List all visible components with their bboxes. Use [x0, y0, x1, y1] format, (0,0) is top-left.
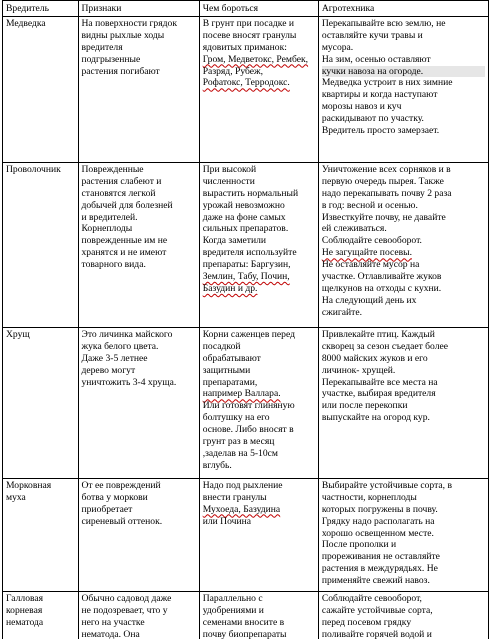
cell-line: вредителя: [81, 41, 123, 53]
header-cell-agrotechnics: Агротехника: [318, 1, 488, 17]
cell-line: сиреневый оттенок.: [81, 515, 163, 527]
table-row: [3, 327, 489, 478]
cell-line: Обычно садовод даже: [81, 592, 172, 604]
cell-line: урожай невозможно: [202, 199, 285, 211]
agrotechnics-cell: [318, 162, 488, 327]
cell-line: 8000 майских жуков и его: [321, 352, 428, 364]
cell-line: квартиры и когда наступают: [321, 89, 438, 101]
cell-line: Поврежденные: [81, 163, 144, 175]
header-cell-pest: Вредитель: [3, 1, 79, 17]
cell-line: даже на фоне самых: [202, 211, 286, 223]
cell-line: Грядку надо располагать на: [321, 515, 435, 527]
agrotechnics-cell: [318, 16, 488, 162]
cell-line: препаратами,: [202, 376, 258, 388]
cell-line: обрабатывают: [202, 352, 261, 364]
cell-line: Мухоеда, Базудина: [202, 503, 281, 515]
cell-line: нематода: [6, 616, 44, 628]
cell-line: Корнеплоды: [81, 223, 133, 235]
cell-line: дерево могут: [81, 364, 136, 376]
cell-line: участке. Отлавливайте жуков: [321, 271, 442, 283]
cell-line: В грунт при посадке и: [202, 17, 295, 29]
cell-line: вредителя используйте: [202, 247, 297, 259]
cell-line: щелкунов на отходы с кухни.: [321, 282, 442, 294]
cell-line: нематода. Она: [81, 628, 140, 639]
control-cell: [199, 16, 318, 162]
cell-line: численности: [202, 175, 255, 187]
cell-line: растения погибают: [81, 65, 160, 77]
cell-line: ,заделав на 5-10см: [202, 447, 278, 459]
cell-line: На поверхности грядок: [81, 17, 177, 29]
cell-line: уничтожить 3-4 хруща.: [81, 376, 177, 388]
cell-line: удобрениями и: [202, 604, 264, 616]
cell-line: Это личинка майского: [81, 328, 173, 340]
cell-line: Базудин и др.: [202, 282, 258, 294]
table-row: [3, 16, 489, 162]
cell-line: не подозревает, что у: [81, 604, 168, 616]
cell-line: Перекапывайте всю землю, не: [321, 17, 446, 29]
cell-line: грунт раз в месяц: [202, 436, 275, 448]
cell-line: Или готовят глиняную: [202, 400, 295, 412]
cell-line: частности, корнеплоды: [321, 491, 417, 503]
cell-line: почву биопрепараты: [202, 628, 287, 639]
cell-line: и вредителей.: [81, 211, 138, 223]
cell-line: Уничтожение всех сорняков и в: [321, 163, 451, 175]
cell-line: участке, выбирая вредителя: [321, 388, 436, 400]
cell-line: посеве вносят гранулы: [202, 29, 297, 41]
cell-line: Привлекайте птиц. Каждый: [321, 328, 435, 340]
pest-name-cell: [3, 162, 79, 327]
pest-name-cell: [3, 327, 79, 478]
cell-line: применяйте свежий навоз.: [321, 575, 430, 587]
pest-name-cell: [3, 478, 79, 591]
cell-line: Параллельно с: [202, 592, 263, 604]
cell-line: Не оставляйте мусор на: [321, 259, 420, 271]
agrotechnics-cell: [318, 327, 488, 478]
cell-line: Даже 3-5 летнее: [81, 352, 148, 364]
cell-line: ядовитых приманок:: [202, 41, 287, 53]
cell-line: жука белого цвета.: [81, 340, 159, 352]
cell-line: подгрызенные: [81, 53, 141, 65]
cell-line: например Валлара.: [202, 388, 281, 400]
signs-cell: [78, 591, 199, 639]
cell-line: Выбирайте устойчивые сорта, в: [321, 479, 452, 491]
cell-line: которых погружены в почву.: [321, 503, 438, 515]
cell-line: посадкой: [202, 340, 241, 352]
table-row: [3, 162, 489, 327]
signs-cell: [78, 327, 199, 478]
cell-line: поврежденные им не: [81, 235, 168, 247]
cell-line: На зим, осенью оставляют: [321, 53, 431, 65]
cell-line: сажайте устойчивые сорта,: [321, 604, 433, 616]
cell-line: болтушку на его: [202, 412, 270, 424]
cell-line: скворец за сезон съедает более: [321, 340, 449, 352]
cell-line: При высокой: [202, 163, 257, 175]
cell-line: Когда заметили: [202, 235, 267, 247]
pest-name-cell: [3, 16, 79, 162]
pest-table: [2, 0, 489, 639]
cell-line: Соблюдайте севооборот,: [321, 592, 422, 604]
cell-line: первую очередь пырея. Также: [321, 175, 444, 187]
cell-line: Вредитель просто замерзает.: [321, 125, 440, 137]
table-row: [3, 591, 489, 639]
cell-line: Землин, Табу, Почин,: [202, 271, 290, 283]
cell-line: или после перекопки: [321, 400, 408, 412]
control-cell: [199, 327, 318, 478]
header-cell-control: Чем бороться: [199, 1, 318, 17]
cell-line: мусора.: [321, 41, 354, 53]
cell-line: Известкуйте почву, не давайте: [321, 211, 446, 223]
cell-line: личинок- хрущей.: [321, 364, 396, 376]
cell-line: От ее повреждений: [81, 479, 161, 491]
cell-line: Не загущайте посевы.: [321, 247, 412, 259]
cell-line: Рофатокс, Терродокс.: [202, 77, 290, 89]
cell-line: Хрущ: [6, 328, 30, 340]
cell-line: хорошо освещенном месте.: [321, 527, 434, 539]
cell-line: морозы навоз и куч: [321, 101, 402, 113]
cell-line: Гром, Медветокс, Рембек,: [202, 53, 309, 65]
cell-line: Разряд, Рубеж,: [202, 65, 264, 77]
control-cell: [199, 478, 318, 591]
cell-line: видны рыхлые ходы: [81, 29, 165, 41]
cell-line: вырастить нормальный: [202, 187, 299, 199]
cell-line: ей слеживаться.: [321, 223, 387, 235]
cell-line: него на участке: [81, 616, 145, 628]
cell-line: Надо под рыхление: [202, 479, 283, 491]
cell-line: Медведка устроит в них зимние: [321, 77, 453, 89]
cell-line: препараты: Баргузин,: [202, 259, 291, 271]
agrotechnics-cell: [318, 591, 488, 639]
cell-line: в год: весной и осенью.: [321, 199, 418, 211]
header-cell-signs: Признаки: [78, 1, 199, 17]
cell-line: приобретает: [81, 503, 133, 515]
cell-line: или Почина: [202, 515, 252, 527]
cell-line: поливайте горячей водой и: [321, 628, 432, 639]
pest-name-cell: [3, 591, 79, 639]
cell-line: выпускайте на огород кур.: [321, 412, 430, 424]
signs-cell: [78, 478, 199, 591]
cell-line: перед посевом грядку: [321, 616, 412, 628]
cell-line: надо перекапывать почву 2 раза: [321, 187, 452, 199]
agrotechnics-cell: [318, 478, 488, 591]
cell-line: ботва у моркови: [81, 491, 148, 503]
cell-line: защитными: [202, 364, 251, 376]
cell-line: После прополки и: [321, 539, 397, 551]
cell-line: Галловая: [6, 592, 44, 604]
control-cell: [199, 591, 318, 639]
signs-cell: [78, 162, 199, 327]
cell-line: сжигайте.: [321, 306, 363, 318]
cell-line: добычей для болезней: [81, 199, 173, 211]
cell-line: становятся легкой: [81, 187, 156, 199]
cell-line: внести гранулы: [202, 491, 267, 503]
cell-line: товарного вида.: [81, 259, 146, 271]
cell-line: сильных препаратов.: [202, 223, 289, 235]
cell-line: прореживания не оставляйте: [321, 551, 440, 563]
table-row: [3, 478, 489, 591]
cell-line: Соблюдайте севооборот.: [321, 235, 422, 247]
cell-line: раскидывают по участку.: [321, 113, 424, 125]
cell-line: корневая: [6, 604, 43, 616]
cell-line: вглубь.: [202, 459, 232, 471]
cell-line: растения слабеют и: [81, 175, 162, 187]
cell-line: основе. Либо вносят в: [202, 424, 294, 436]
cell-line: оставляйте кучи травы и: [321, 29, 423, 41]
signs-cell: [78, 16, 199, 162]
cell-line: На следующий день их: [321, 294, 417, 306]
cell-line: семенами вносите в: [202, 616, 285, 628]
cell-line: Проволочник: [6, 163, 61, 175]
cell-line: Перекапывайте все места на: [321, 376, 438, 388]
cell-line: муха: [6, 491, 26, 503]
cell-line: Медведка: [6, 17, 46, 29]
header-row: [3, 1, 489, 17]
cell-line: Корни саженцев перед: [202, 328, 295, 340]
cell-line: хранятся и не имеют: [81, 247, 167, 259]
control-cell: [199, 162, 318, 327]
cell-line: Морковная: [6, 479, 52, 491]
cell-line: кучки навоза на огороде.: [322, 66, 485, 78]
cell-line: растения в междурядьях. Не: [321, 563, 438, 575]
